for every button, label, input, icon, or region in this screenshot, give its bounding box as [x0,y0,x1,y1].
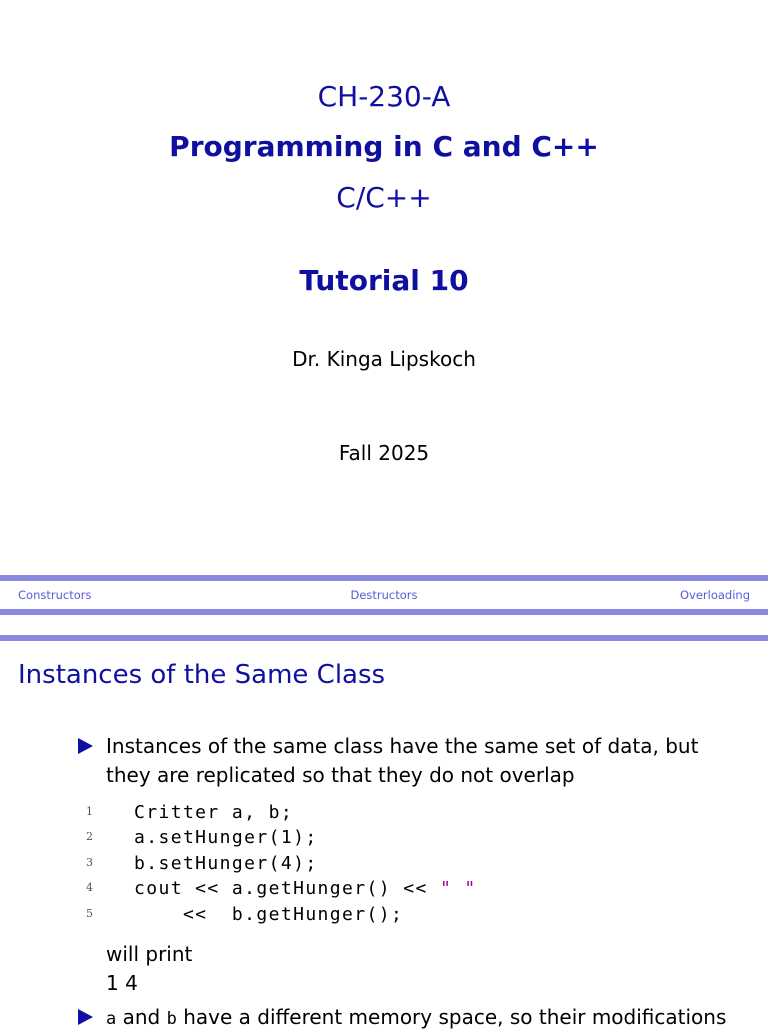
code-text: cout << a.getHunger() << " " [134,878,477,900]
program-output: 1 4 [106,971,138,995]
line-number: 5 [86,906,93,920]
course-code: CH-230-A [317,80,451,113]
tutorial-title: Tutorial 10 [299,264,469,297]
code-line [80,825,318,850]
author: Dr. Kinga Lipskoch [292,347,476,371]
code-line [80,876,477,901]
code-text: b.setHunger(4); [134,852,318,874]
bullet-text: a and b have a different memory space, so their modifications [106,1005,727,1029]
code-text: Critter a, b; [134,802,294,823]
course-title: Programming in C and C++ [169,130,599,163]
nav-link-constructors[interactable]: Constructors [18,588,92,602]
date: Fall 2025 [338,441,430,465]
navbar-top-band [0,575,768,581]
bullet-triangle-icon [78,1009,93,1025]
bullet-line: they are replicated so that they do not overlap [106,763,575,787]
code-line [80,902,404,927]
section-navbar [0,575,768,615]
line-number: 1 [86,805,93,818]
code-line [80,851,318,876]
slide-header-band [0,635,768,641]
code-text: << b.getHunger(); [134,903,404,925]
line-number: 2 [86,830,93,844]
code-listing [80,800,477,927]
string-literal: " " [439,878,477,900]
subtitle: C/C++ [336,181,432,214]
will-print-text: will print [106,942,193,966]
navbar-bottom-band [0,609,768,615]
nav-link-overloading[interactable]: Overloading [679,588,750,602]
code-line [80,800,294,825]
bullet-triangle-icon [78,738,93,754]
code-text: a.setHunger(1); [134,827,318,849]
bullet-text [106,732,698,790]
bullet-line: Instances of the same class have the same set of data, but [106,734,699,758]
frame-title: Instances of the Same Class [18,660,386,690]
nav-link-destructors[interactable]: Destructors [350,588,418,602]
line-number: 3 [86,855,93,869]
line-number: 4 [86,881,93,895]
